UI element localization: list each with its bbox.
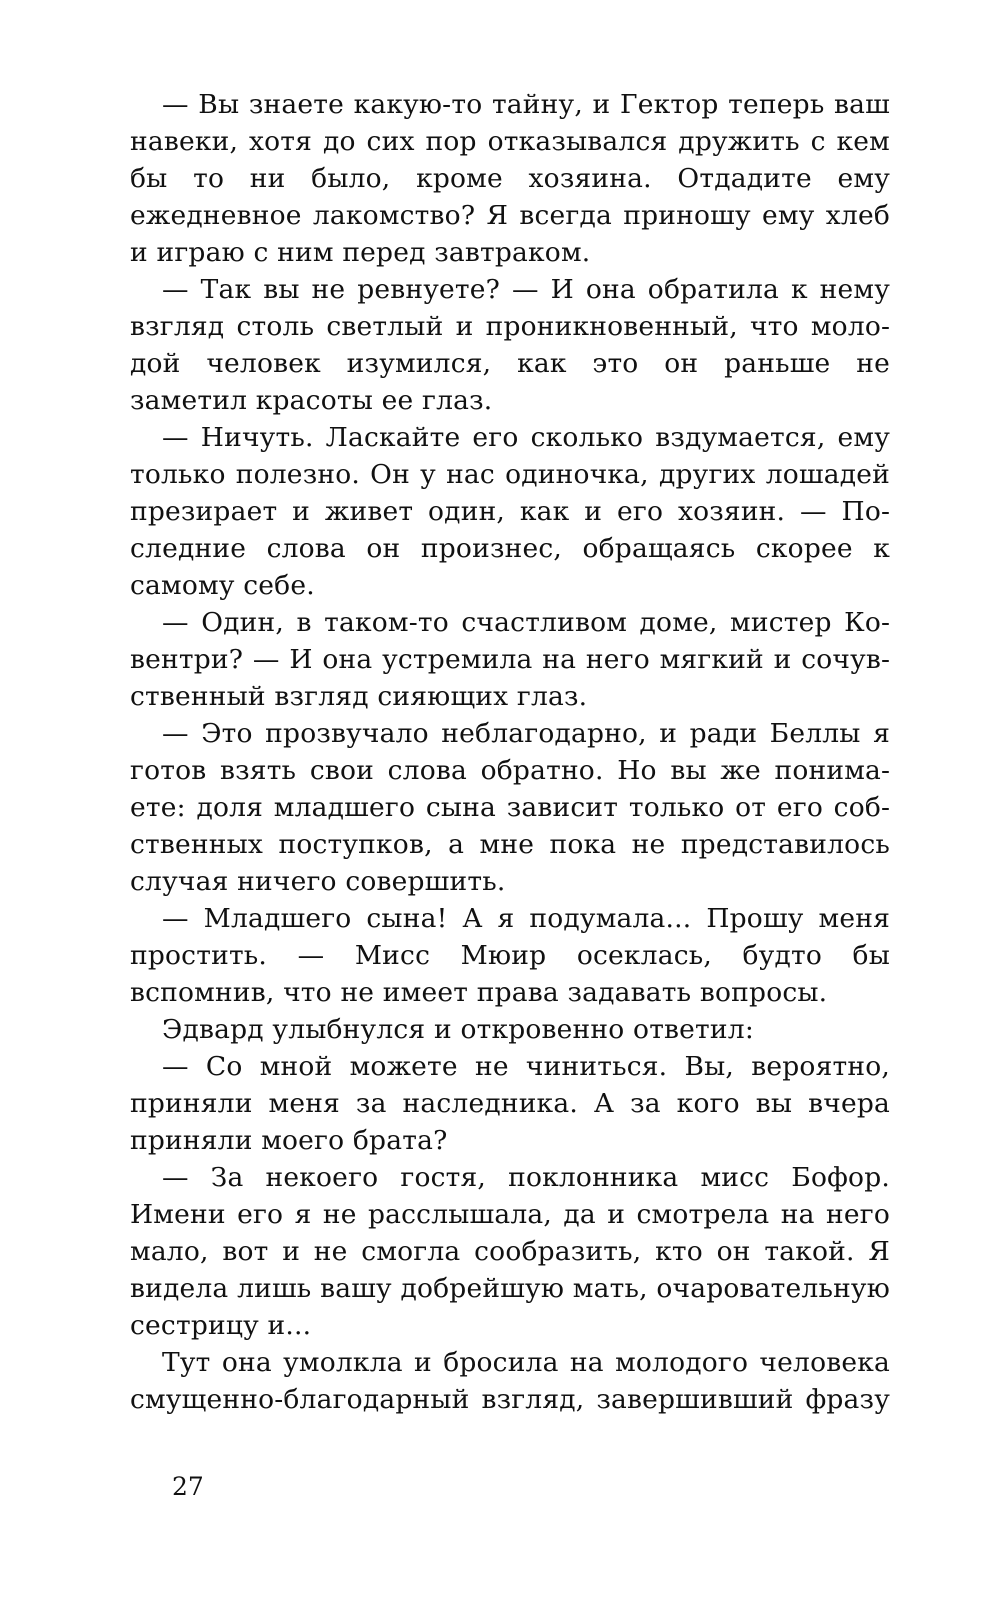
paragraph-1: — Вы знаете какую-то тайну, и Гектор теперь ваш навеки, хотя до сих пор отказывался дружить с кем бы то ни было, кроме хозяина. Отдадите ему ежедневное лакомство? Я всегда приношу ему хлеб и играю с ним перед завтраком.	[130, 89, 890, 268]
paragraph-3: — Ничуть. Ласкайте его сколько вздумается, ему только полезно. Он у нас одиночка, других лошадей презирает и живет один, как и его хозяин. — Последние слова он произнес, обращаясь скорее к самому себе.	[130, 422, 890, 601]
paragraph-4: — Один, в таком-то счастливом доме, мистер Ковентри? — И она устремила на него мягкий и сочувственный взгляд сияющих глаз.	[130, 607, 890, 712]
paragraph-2: — Так вы не ревнуете? — И она обратила к нему взгляд столь светлый и проникновенный, что молодой человек изумился, как это он раньше не заметил красоты ее глаз.	[130, 274, 890, 416]
paragraph-9: — За некоего гостя, поклонника мисс Бофор. Имени его я не расслышала, да и смотрела на него мало, вот и не смогла сообразить, кто он такой. Я видела лишь вашу добрейшую мать, очаровательную сестрицу и...	[130, 1162, 890, 1341]
page-number: 27	[172, 1472, 204, 1501]
paragraph-10: Тут она умолкла и бросила на молодого человека смущенно-благодарный взгляд, завершивший фразу	[130, 1347, 890, 1415]
paragraph-8: — Со мной можете не чиниться. Вы, вероятно, приняли меня за наследника. А за кого вы вчера приняли моего брата?	[130, 1051, 890, 1156]
paragraph-5: — Это прозвучало неблагодарно, и ради Беллы я готов взять свои слова обратно. Но вы же понимаете: доля младшего сына зависит только от его собственных поступков, а мне пока не представилось случая ничего совершить.	[130, 718, 890, 897]
paragraph-6: — Младшего сына! А я подумала... Прошу меня простить. — Мисс Мюир осеклась, будто бы вспомнив, что не имеет права задавать вопросы.	[130, 903, 890, 1008]
body-text	[130, 86, 890, 1418]
paragraph-7: Эдвард улыбнулся и откровенно ответил:	[162, 1014, 754, 1045]
